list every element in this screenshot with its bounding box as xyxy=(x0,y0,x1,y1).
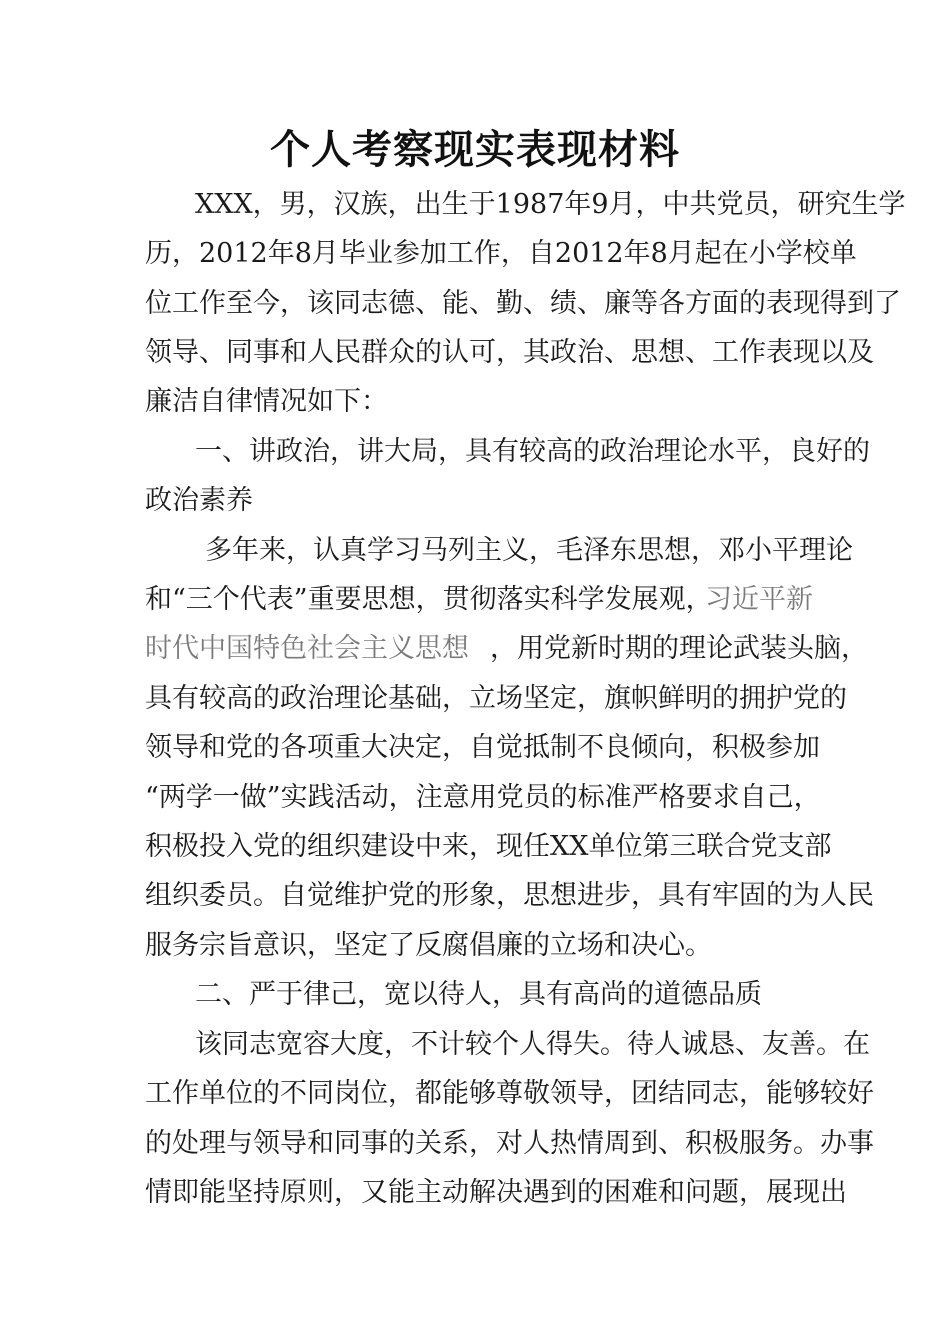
paragraph-line: 积极投入党的组织建设中来，现任XX单位第三联合党支部 xyxy=(145,831,832,862)
paragraph-line: 位工作至今，该同志德、能、勤、绩、廉等各方面的表现得到了 xyxy=(145,288,901,319)
paragraph-line: “两学一做”实践活动，注意用党员的标准严格要求自己， xyxy=(145,782,821,813)
highlighted-text: 习近平新 xyxy=(705,584,813,615)
paragraph-line: 服务宗旨意识，坚定了反腐倡廉的立场和决心。 xyxy=(145,930,712,961)
section-heading-line: 政治素养 xyxy=(145,485,253,516)
paragraph-line: 和“三个代表”重要思想，贯彻落实科学发展观， xyxy=(145,584,713,615)
paragraph-line: 领导、同事和人民群众的认可，其政治、思想、工作表现以及 xyxy=(145,337,874,368)
paragraph-line: XXX，男，汉族，出生于1987年9月，中共党员，研究生学 xyxy=(195,189,906,220)
paragraph-line: 情即能坚持原则，又能主动解决遇到的困难和问题，展现出 xyxy=(145,1177,847,1208)
paragraph-line: 多年来，认真学习马列主义，毛泽东思想，邓小平理论 xyxy=(205,535,853,566)
paragraph-line: 组织委员。自觉维护党的形象，思想进步，具有牢固的为人民 xyxy=(145,880,874,911)
paragraph-line: 的处理与领导和同事的关系，对人热情周到、积极服务。办事 xyxy=(145,1128,874,1159)
paragraph-line: 具有较高的政治理论基础，立场坚定，旗帜鲜明的拥护党的 xyxy=(145,683,847,714)
section-heading-line: 一、讲政治，讲大局，具有较高的政治理论水平，良好的 xyxy=(195,436,870,467)
paragraph-line: 工作单位的不同岗位，都能够尊敬领导，团结同志，能够较好 xyxy=(145,1078,874,1109)
paragraph-line: ，用党新时期的理论武装头脑， xyxy=(490,633,868,664)
section-heading-line: 二、严于律己，宽以待人，具有高尚的道德品质 xyxy=(195,979,762,1010)
paragraph-line: 领导和党的各项重大决定，自觉抵制不良倾向，积极参加 xyxy=(145,732,820,763)
paragraph-line: 廉洁自律情况如下： xyxy=(145,386,388,417)
paragraph-line: 历，2012年8月毕业参加工作，自2012年8月起在小学校单 xyxy=(145,238,857,269)
paragraph-line: 该同志宽容大度，不计较个人得失。待人诚恳、友善。在 xyxy=(195,1029,870,1060)
document-title: 个人考察现实表现材料 xyxy=(270,127,680,173)
highlighted-text: 时代中国特色社会主义思想 xyxy=(145,633,469,664)
